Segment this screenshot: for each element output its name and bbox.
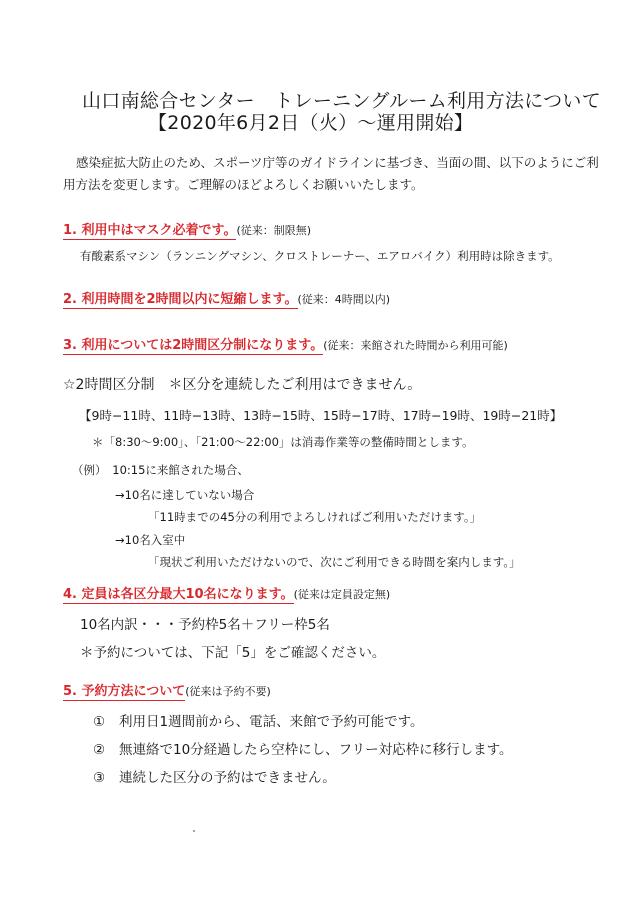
section-5-heading-row: [63, 680, 271, 699]
page-title: 山口南総合センター トレーニングルーム利用方法について: [82, 90, 602, 112]
schedule-heading: ☆2時間区分制 ＊区分を連続したご利用はできません。: [63, 377, 422, 393]
page-subtitle: 【2020年6月2日（火）〜運用開始】: [148, 112, 474, 134]
section-2-heading: 2. 利用時間を2時間以内に短縮します。: [63, 292, 298, 307]
section-5-heading: 5. 予約方法について: [63, 684, 186, 699]
list-item-text: 無連絡で10分経過したら空枠にし、フリー対応枠に移行します。: [119, 742, 513, 758]
example-case-1: →10名に達していない場合: [115, 488, 255, 502]
section-4-body-2: ＊予約については、下記「5」をご確認ください。: [80, 645, 386, 661]
section-4-note: (従来は定員設定無): [293, 588, 391, 601]
list-item: [93, 738, 513, 758]
section-3-heading: 3. 利用については2時間区分制になります。: [63, 338, 324, 353]
list-item: [93, 710, 424, 730]
section-2-heading-row: [63, 288, 390, 307]
section-4-body-1: 10名内訳・・・予約枠5名＋フリー枠5名: [80, 617, 330, 633]
schedule-slots: 【9時−11時、11時−13時、13時−15時、15時−17時、17時−19時、19時−21時】: [79, 408, 563, 423]
section-5-note: (従来は予約不要): [185, 685, 271, 698]
list-item-number: ①: [93, 714, 106, 730]
example-label: （例） 10:15に来館された場合、: [72, 463, 249, 477]
section-4-heading: 4. 定員は各区分最大10名になります。: [63, 587, 294, 602]
example-case-2: →10名入室中: [115, 533, 186, 547]
intro-text-line2: 用方法を変更します。ご理解のほどよろしくお願いいたします。: [63, 177, 424, 192]
scan-speck: [193, 830, 195, 832]
section-1-heading: 1. 利用中はマスク必着です。: [63, 223, 237, 238]
example-quote-1: 「11時までの45分の利用でよろしければご利用いただけます。」: [148, 510, 482, 524]
section-3-note: (従来：来館された時間から利用可能): [323, 339, 508, 352]
list-item-number: ③: [93, 770, 106, 786]
section-1-heading-row: [63, 219, 311, 238]
list-item-number: ②: [93, 742, 106, 758]
intro-text-line1: 感染症拡大防止のため、スポーツ庁等のガイドラインに基づき、当面の間、以下のようにご利: [76, 155, 599, 170]
list-item: [93, 766, 336, 786]
section-1-note: (従来：制限無): [236, 224, 312, 237]
section-1-body: 有酸素系マシン（ランニングマシン、クロストレーナー、エアロバイク）利用時は除きます。: [80, 249, 560, 263]
section-4-heading-row: [63, 583, 390, 602]
section-3-heading-row: [63, 334, 508, 353]
maintenance-note: ＊「8:30〜9:00」、「21:00〜22:00」は消毒作業等の整備時間とします。: [92, 435, 474, 449]
list-item-text: 連続した区分の予約はできません。: [119, 770, 336, 786]
section-2-note: (従来：4時間以内): [297, 293, 391, 306]
list-item-text: 利用日1週間前から、電話、来館で予約可能です。: [119, 714, 424, 730]
example-quote-2: 「現状ご利用いただけないので、次にご利用できる時間を案内します。」: [148, 555, 521, 569]
